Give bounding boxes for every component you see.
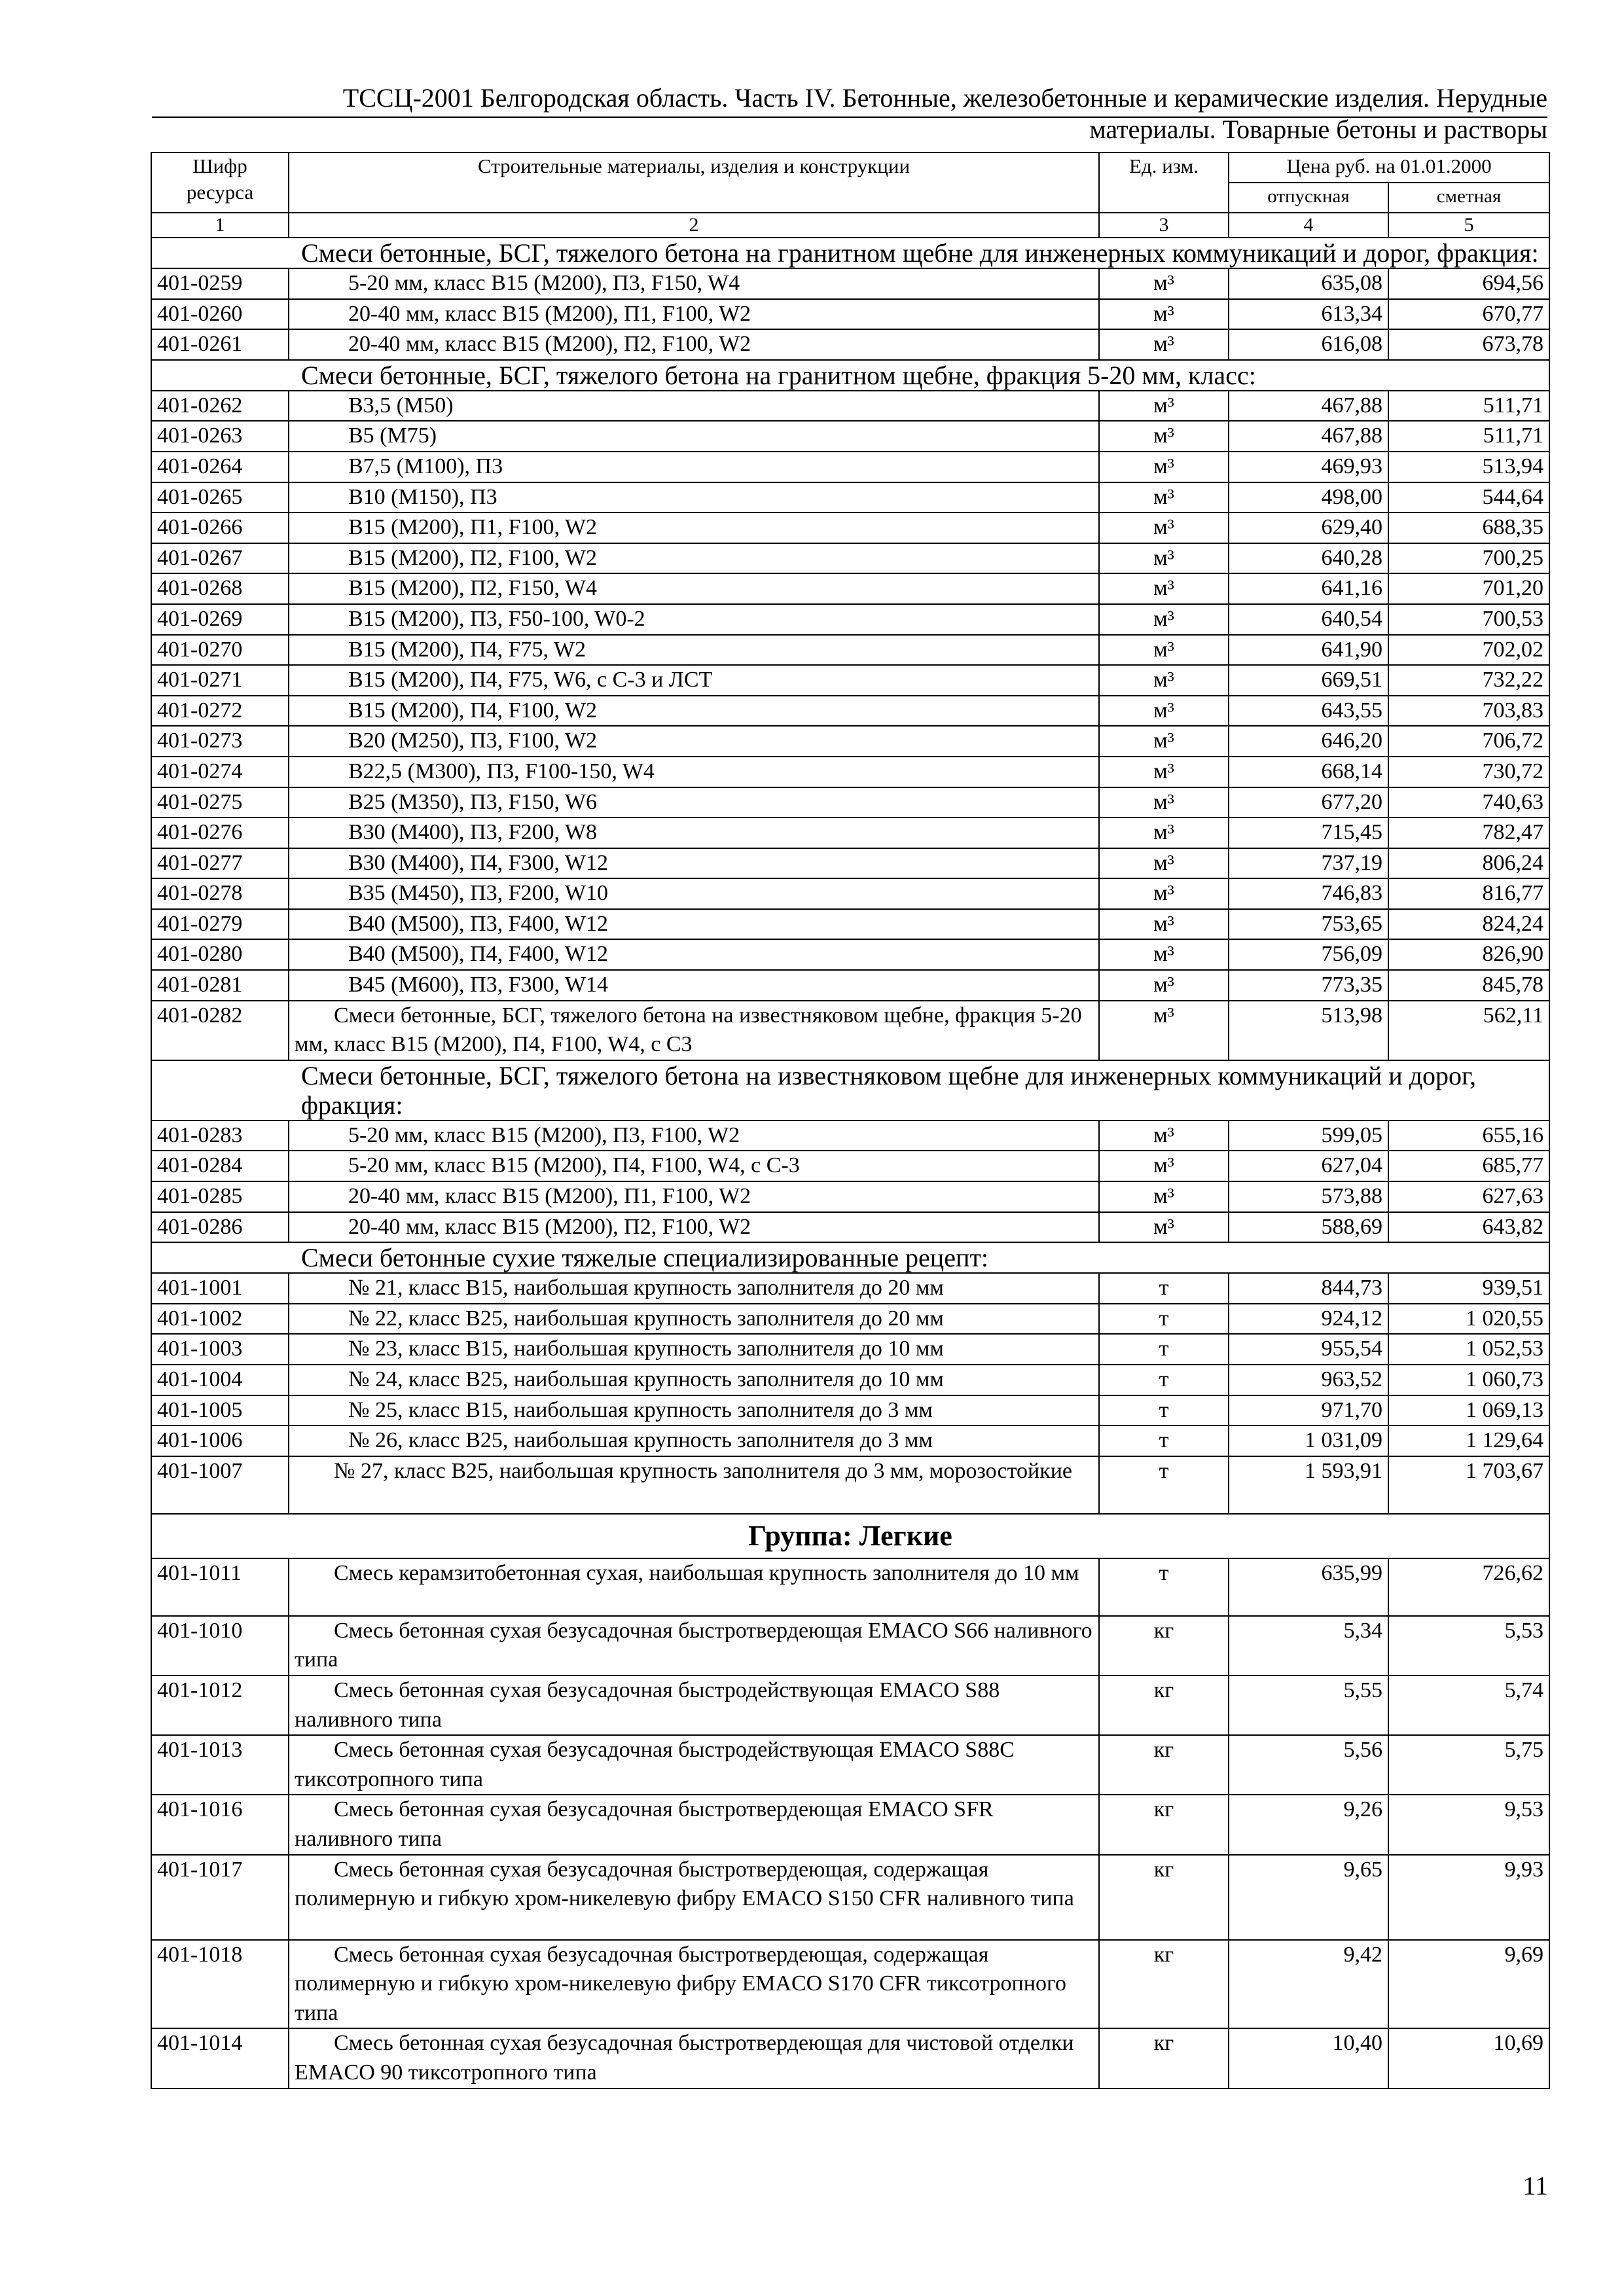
estimate-price: 10,69	[1388, 2028, 1549, 2088]
estimate-price: 1 052,53	[1388, 1334, 1549, 1365]
estimate-price: 1 703,67	[1388, 1456, 1549, 1514]
release-price: 677,20	[1229, 787, 1388, 818]
unit-of-measure: м³	[1099, 787, 1229, 818]
release-price: 1 593,91	[1229, 1456, 1388, 1514]
table-row	[151, 848, 1549, 879]
table-row	[151, 696, 1549, 726]
release-price: 599,05	[1229, 1121, 1388, 1151]
release-price: 641,90	[1229, 635, 1388, 666]
estimate-price: 816,77	[1388, 878, 1549, 909]
estimate-price: 806,24	[1388, 848, 1549, 879]
unit-of-measure: т	[1099, 1334, 1229, 1365]
release-price: 773,35	[1229, 970, 1388, 1001]
table-row	[151, 391, 1549, 422]
material-name: В30 (М400), П4, F300, W12	[289, 848, 1099, 879]
col-header-name: Строительные материалы, изделия и конструкции	[289, 152, 1099, 213]
release-price: 616,08	[1229, 329, 1388, 360]
unit-of-measure: т	[1099, 1395, 1229, 1426]
unit-of-measure: т	[1099, 1304, 1229, 1335]
resource-code: 401-0277	[151, 848, 289, 879]
estimate-price: 627,63	[1388, 1181, 1549, 1212]
table-row	[151, 878, 1549, 909]
material-name: В20 (М250), П3, F100, W2	[289, 726, 1099, 757]
release-price: 10,40	[1229, 2028, 1388, 2088]
estimate-price: 700,53	[1388, 604, 1549, 635]
release-price: 498,00	[1229, 482, 1388, 513]
material-name: 5-20 мм, класс В15 (М200), П3, F100, W2	[289, 1121, 1099, 1151]
unit-of-measure: м³	[1099, 726, 1229, 757]
material-name: В30 (М400), П3, F200, W8	[289, 817, 1099, 848]
estimate-price: 824,24	[1388, 909, 1549, 940]
unit-of-measure: м³	[1099, 421, 1229, 452]
unit-of-measure: т	[1099, 1273, 1229, 1304]
table-row	[151, 1855, 1549, 1940]
estimate-price: 700,25	[1388, 543, 1549, 574]
unit-of-measure: м³	[1099, 329, 1229, 360]
table-row	[151, 1735, 1549, 1795]
release-price: 668,14	[1229, 757, 1388, 787]
table-row	[151, 1334, 1549, 1365]
unit-of-measure: м³	[1099, 878, 1229, 909]
release-price: 756,09	[1229, 939, 1388, 970]
resource-code: 401-1014	[151, 2028, 289, 2088]
estimate-price: 703,83	[1388, 696, 1549, 726]
table-row	[151, 1616, 1549, 1676]
unit-of-measure: м³	[1099, 1001, 1229, 1060]
running-header-line-1: ТССЦ-2001 Белгородская область. Часть IV. Бетонные, железобетонные и керамические изделия. Нерудные	[342, 83, 1547, 113]
release-price: 715,45	[1229, 817, 1388, 848]
resource-code: 401-1001	[151, 1273, 289, 1304]
material-name: В40 (М500), П3, F400, W12	[289, 909, 1099, 940]
resource-code: 401-0286	[151, 1212, 289, 1243]
table-row	[151, 268, 1549, 299]
unit-of-measure: м³	[1099, 452, 1229, 482]
material-name: Смесь бетонная сухая безусадочная быстротвердеющая EMACO S66 наливного типа	[289, 1616, 1099, 1676]
table-row	[151, 665, 1549, 696]
resource-code: 401-1002	[151, 1304, 289, 1335]
material-name: Смесь бетонная сухая безусадочная быстродействующая EMACO S88C тиксотропного типа	[289, 1735, 1099, 1795]
release-price: 737,19	[1229, 848, 1388, 879]
col-header-estimate: сметная	[1388, 183, 1549, 213]
table-row	[151, 1940, 1549, 2029]
material-name: В15 (М200), П2, F150, W4	[289, 573, 1099, 604]
table-row	[151, 1121, 1549, 1151]
column-number: 4	[1229, 213, 1388, 238]
unit-of-measure: м³	[1099, 1212, 1229, 1243]
col-header-unit: Ед. изм.	[1099, 152, 1229, 213]
release-price: 588,69	[1229, 1212, 1388, 1243]
resource-code: 401-0265	[151, 482, 289, 513]
release-price: 9,26	[1229, 1795, 1388, 1854]
material-name: № 24, класс В25, наибольшая крупность заполнителя до 10 мм	[289, 1365, 1099, 1395]
resource-code: 401-0270	[151, 635, 289, 666]
resource-code: 401-1017	[151, 1855, 289, 1940]
estimate-price: 670,77	[1388, 299, 1549, 330]
unit-of-measure: м³	[1099, 848, 1229, 879]
table-row	[151, 1001, 1549, 1060]
column-number-row	[151, 213, 1549, 238]
estimate-price: 732,22	[1388, 665, 1549, 696]
unit-of-measure: кг	[1099, 1735, 1229, 1795]
unit-of-measure: м³	[1099, 1181, 1229, 1212]
unit-of-measure: м³	[1099, 299, 1229, 330]
header-rule	[152, 117, 1547, 118]
material-name: В45 (М600), П3, F300, W14	[289, 970, 1099, 1001]
estimate-price: 1 069,13	[1388, 1395, 1549, 1426]
release-price: 955,54	[1229, 1334, 1388, 1365]
resource-code: 401-1010	[151, 1616, 289, 1676]
table-row	[151, 1795, 1549, 1854]
unit-of-measure: м³	[1099, 635, 1229, 666]
table-row	[151, 329, 1549, 360]
running-header	[152, 82, 1547, 145]
estimate-price: 702,02	[1388, 635, 1549, 666]
resource-code: 401-1004	[151, 1365, 289, 1395]
table-row	[151, 512, 1549, 543]
col-header-release: отпускная	[1229, 183, 1388, 213]
table-row	[151, 635, 1549, 666]
release-price: 627,04	[1229, 1151, 1388, 1181]
section-heading-row	[151, 360, 1549, 391]
material-name: Смесь бетонная сухая безусадочная быстротвердеющая для чистовой отделки EMACO 90 тиксотропного типа	[289, 2028, 1099, 2088]
release-price: 753,65	[1229, 909, 1388, 940]
table-row	[151, 909, 1549, 940]
unit-of-measure: кг	[1099, 1616, 1229, 1676]
column-number: 3	[1099, 213, 1229, 238]
estimate-price: 9,69	[1388, 1940, 1549, 2029]
estimate-price: 782,47	[1388, 817, 1549, 848]
release-price: 629,40	[1229, 512, 1388, 543]
col-header-price: Цена руб. на 01.01.2000	[1229, 152, 1549, 183]
estimate-price: 826,90	[1388, 939, 1549, 970]
table-row	[151, 1558, 1549, 1616]
resource-code: 401-0271	[151, 665, 289, 696]
material-name: В3,5 (М50)	[289, 391, 1099, 422]
release-price: 513,98	[1229, 1001, 1388, 1060]
estimate-price: 1 129,64	[1388, 1426, 1549, 1456]
unit-of-measure: м³	[1099, 757, 1229, 787]
material-name: В40 (М500), П4, F400, W12	[289, 939, 1099, 970]
resource-code: 401-1013	[151, 1735, 289, 1795]
group-heading: Группа: Легкие	[151, 1514, 1549, 1558]
release-price: 635,08	[1229, 268, 1388, 299]
resource-code: 401-0262	[151, 391, 289, 422]
page-number: 11	[1523, 2171, 1548, 2200]
material-name: В15 (М200), П3, F50-100, W0-2	[289, 604, 1099, 635]
release-price: 469,93	[1229, 452, 1388, 482]
material-name: № 25, класс В15, наибольшая крупность заполнителя до 3 мм	[289, 1395, 1099, 1426]
resource-code: 401-1005	[151, 1395, 289, 1426]
resource-code: 401-0261	[151, 329, 289, 360]
resource-code: 401-0267	[151, 543, 289, 574]
material-name: 20-40 мм, класс В15 (М200), П2, F100, W2	[289, 329, 1099, 360]
table-row	[151, 1426, 1549, 1456]
material-name: В15 (М200), П1, F100, W2	[289, 512, 1099, 543]
release-price: 5,34	[1229, 1616, 1388, 1676]
release-price: 669,51	[1229, 665, 1388, 696]
section-heading: Смеси бетонные, БСГ, тяжелого бетона на гранитном щебне для инженерных коммуникаций и дорог, фракция:	[151, 238, 1549, 268]
unit-of-measure: кг	[1099, 2028, 1229, 2088]
section-heading: Смеси бетонные, БСГ, тяжелого бетона на гранитном щебне, фракция 5-20 мм, класс:	[151, 360, 1549, 391]
table-row	[151, 726, 1549, 757]
release-price: 467,88	[1229, 421, 1388, 452]
section-heading: Смеси бетонные сухие тяжелые специализированные рецепт:	[151, 1242, 1549, 1273]
release-price: 635,99	[1229, 1558, 1388, 1616]
material-name: № 27, класс В25, наибольшая крупность заполнителя до 3 мм, морозостойкие	[289, 1456, 1099, 1514]
release-price: 9,42	[1229, 1940, 1388, 2029]
material-name: Смесь бетонная сухая безусадочная быстротвердеющая, содержащая полимерную и гибкую хром-никелевую фибру EMACO S150 CFR наливного типа	[289, 1855, 1099, 1940]
section-heading: Смеси бетонные, БСГ, тяжелого бетона на известняковом щебне для инженерных коммуникаций и дорог, фракция:	[151, 1060, 1549, 1121]
group-heading-row	[151, 1514, 1549, 1558]
unit-of-measure: м³	[1099, 391, 1229, 422]
table-row	[151, 1151, 1549, 1181]
resource-code: 401-0272	[151, 696, 289, 726]
resource-code: 401-0281	[151, 970, 289, 1001]
release-price: 9,65	[1229, 1855, 1388, 1940]
unit-of-measure: м³	[1099, 696, 1229, 726]
unit-of-measure: м³	[1099, 817, 1229, 848]
estimate-price: 726,62	[1388, 1558, 1549, 1616]
unit-of-measure: м³	[1099, 1121, 1229, 1151]
resource-code: 401-1012	[151, 1676, 289, 1735]
release-price: 646,20	[1229, 726, 1388, 757]
estimate-price: 511,71	[1388, 421, 1549, 452]
material-name: № 21, класс В15, наибольшая крупность заполнителя до 20 мм	[289, 1273, 1099, 1304]
material-name: 5-20 мм, класс В15 (М200), П4, F100, W4, с С-3	[289, 1151, 1099, 1181]
release-price: 573,88	[1229, 1181, 1388, 1212]
release-price: 467,88	[1229, 391, 1388, 422]
resource-code: 401-0285	[151, 1181, 289, 1212]
unit-of-measure: кг	[1099, 1940, 1229, 2029]
estimate-price: 845,78	[1388, 970, 1549, 1001]
release-price: 746,83	[1229, 878, 1388, 909]
estimate-price: 740,63	[1388, 787, 1549, 818]
material-name: Смесь бетонная сухая безусадочная быстротвердеющая EMACO SFR наливного типа	[289, 1795, 1099, 1854]
resource-code: 401-1006	[151, 1426, 289, 1456]
table-row	[151, 787, 1549, 818]
estimate-price: 511,71	[1388, 391, 1549, 422]
estimate-price: 544,64	[1388, 482, 1549, 513]
estimate-price: 688,35	[1388, 512, 1549, 543]
material-name: № 26, класс В25, наибольшая крупность заполнителя до 3 мм	[289, 1426, 1099, 1456]
estimate-price: 730,72	[1388, 757, 1549, 787]
estimate-price: 643,82	[1388, 1212, 1549, 1243]
running-header-line-2: материалы. Товарные бетоны и растворы	[1089, 115, 1547, 144]
estimate-price: 939,51	[1388, 1273, 1549, 1304]
table-row	[151, 1676, 1549, 1735]
unit-of-measure: кг	[1099, 1855, 1229, 1940]
table-row	[151, 1304, 1549, 1335]
resource-code: 401-0264	[151, 452, 289, 482]
resource-code: 401-0274	[151, 757, 289, 787]
resource-code: 401-0284	[151, 1151, 289, 1181]
table-row	[151, 1273, 1549, 1304]
table-row	[151, 1395, 1549, 1426]
col-header-code: Шифр ресурса	[151, 152, 289, 213]
unit-of-measure: м³	[1099, 665, 1229, 696]
unit-of-measure: м³	[1099, 573, 1229, 604]
resource-code: 401-0275	[151, 787, 289, 818]
resource-code: 401-0279	[151, 909, 289, 940]
unit-of-measure: м³	[1099, 909, 1229, 940]
material-name: № 22, класс В25, наибольшая крупность заполнителя до 20 мм	[289, 1304, 1099, 1335]
material-name: В25 (М350), П3, F150, W6	[289, 787, 1099, 818]
table-row	[151, 2028, 1549, 2088]
table-row	[151, 1365, 1549, 1395]
resource-code: 401-0266	[151, 512, 289, 543]
resource-code: 401-0282	[151, 1001, 289, 1060]
section-heading-row	[151, 1060, 1549, 1121]
resource-code: 401-1011	[151, 1558, 289, 1616]
unit-of-measure: т	[1099, 1558, 1229, 1616]
estimate-price: 513,94	[1388, 452, 1549, 482]
resource-code: 401-0269	[151, 604, 289, 635]
resource-code: 401-0280	[151, 939, 289, 970]
unit-of-measure: кг	[1099, 1795, 1229, 1854]
release-price: 641,16	[1229, 573, 1388, 604]
release-price: 613,34	[1229, 299, 1388, 330]
table-row	[151, 573, 1549, 604]
unit-of-measure: м³	[1099, 543, 1229, 574]
material-name: В15 (М200), П2, F100, W2	[289, 543, 1099, 574]
table-row	[151, 421, 1549, 452]
table-row	[151, 939, 1549, 970]
estimate-price: 685,77	[1388, 1151, 1549, 1181]
material-name: Смесь керамзитобетонная сухая, наибольшая крупность заполнителя до 10 мм	[289, 1558, 1099, 1616]
resource-code: 401-0263	[151, 421, 289, 452]
estimate-price: 562,11	[1388, 1001, 1549, 1060]
table-row	[151, 1212, 1549, 1243]
table-row	[151, 604, 1549, 635]
release-price: 971,70	[1229, 1395, 1388, 1426]
material-name: В5 (М75)	[289, 421, 1099, 452]
table-row	[151, 817, 1549, 848]
unit-of-measure: т	[1099, 1456, 1229, 1514]
table-row	[151, 452, 1549, 482]
resource-code: 401-0276	[151, 817, 289, 848]
release-price: 924,12	[1229, 1304, 1388, 1335]
material-name: 20-40 мм, класс В15 (М200), П2, F100, W2	[289, 1212, 1099, 1243]
resource-code: 401-0260	[151, 299, 289, 330]
resource-code: 401-0278	[151, 878, 289, 909]
estimate-price: 9,53	[1388, 1795, 1549, 1854]
unit-of-measure: м³	[1099, 939, 1229, 970]
material-name: В7,5 (М100), П3	[289, 452, 1099, 482]
resource-code: 401-1018	[151, 1940, 289, 2029]
material-name: Смесь бетонная сухая безусадочная быстродействующая EMACO S88 наливного типа	[289, 1676, 1099, 1735]
table-row	[151, 757, 1549, 787]
unit-of-measure: м³	[1099, 970, 1229, 1001]
table-row	[151, 1181, 1549, 1212]
unit-of-measure: т	[1099, 1426, 1229, 1456]
material-name: Смесь бетонная сухая безусадочная быстротвердеющая, содержащая полимерную и гибкую хром-никелевую фибру EMACO S170 CFR тиксотропного типа	[289, 1940, 1099, 2029]
resource-code: 401-1007	[151, 1456, 289, 1514]
release-price: 963,52	[1229, 1365, 1388, 1395]
unit-of-measure: м³	[1099, 268, 1229, 299]
estimate-price: 1 020,55	[1388, 1304, 1549, 1335]
estimate-price: 694,56	[1388, 268, 1549, 299]
estimate-price: 673,78	[1388, 329, 1549, 360]
release-price: 643,55	[1229, 696, 1388, 726]
material-name: В15 (М200), П4, F100, W2	[289, 696, 1099, 726]
material-name: В15 (М200), П4, F75, W2	[289, 635, 1099, 666]
column-number: 2	[289, 213, 1099, 238]
release-price: 640,28	[1229, 543, 1388, 574]
material-name: 5-20 мм, класс В15 (М200), П3, F150, W4	[289, 268, 1099, 299]
material-name: В15 (М200), П4, F75, W6, с С-3 и ЛСТ	[289, 665, 1099, 696]
resource-code: 401-1016	[151, 1795, 289, 1854]
estimate-price: 701,20	[1388, 573, 1549, 604]
estimate-price: 5,53	[1388, 1616, 1549, 1676]
material-name: В35 (М450), П3, F200, W10	[289, 878, 1099, 909]
unit-of-measure: т	[1099, 1365, 1229, 1395]
release-price: 844,73	[1229, 1273, 1388, 1304]
section-heading-row	[151, 1242, 1549, 1273]
release-price: 1 031,09	[1229, 1426, 1388, 1456]
estimate-price: 5,75	[1388, 1735, 1549, 1795]
material-name: 20-40 мм, класс В15 (М200), П1, F100, W2	[289, 1181, 1099, 1212]
table-row	[151, 543, 1549, 574]
table-row	[151, 299, 1549, 330]
estimate-price: 655,16	[1388, 1121, 1549, 1151]
resource-code: 401-1003	[151, 1334, 289, 1365]
material-name: В22,5 (М300), П3, F100-150, W4	[289, 757, 1099, 787]
material-name: Смеси бетонные, БСГ, тяжелого бетона на известняковом щебне, фракция 5-20 мм, класс В15 (М200), П4, F100, W4, с С3	[289, 1001, 1099, 1060]
material-name: В10 (М150), П3	[289, 482, 1099, 513]
unit-of-measure: м³	[1099, 482, 1229, 513]
release-price: 5,56	[1229, 1735, 1388, 1795]
estimate-price: 9,93	[1388, 1855, 1549, 1940]
column-number: 1	[151, 213, 289, 238]
material-name: № 23, класс В15, наибольшая крупность заполнителя до 10 мм	[289, 1334, 1099, 1365]
estimate-price: 706,72	[1388, 726, 1549, 757]
unit-of-measure: м³	[1099, 512, 1229, 543]
estimate-price: 5,74	[1388, 1676, 1549, 1735]
resource-code: 401-0268	[151, 573, 289, 604]
resource-code: 401-0273	[151, 726, 289, 757]
price-table	[151, 152, 1550, 2089]
table-row	[151, 482, 1549, 513]
estimate-price: 1 060,73	[1388, 1365, 1549, 1395]
release-price: 640,54	[1229, 604, 1388, 635]
resource-code: 401-0259	[151, 268, 289, 299]
table-row	[151, 1456, 1549, 1514]
unit-of-measure: м³	[1099, 604, 1229, 635]
release-price: 5,55	[1229, 1676, 1388, 1735]
unit-of-measure: м³	[1099, 1151, 1229, 1181]
table-header-row	[151, 152, 1549, 183]
resource-code: 401-0283	[151, 1121, 289, 1151]
table-row	[151, 970, 1549, 1001]
unit-of-measure: кг	[1099, 1676, 1229, 1735]
section-heading-row	[151, 238, 1549, 268]
column-number: 5	[1388, 213, 1549, 238]
material-name: 20-40 мм, класс В15 (М200), П1, F100, W2	[289, 299, 1099, 330]
